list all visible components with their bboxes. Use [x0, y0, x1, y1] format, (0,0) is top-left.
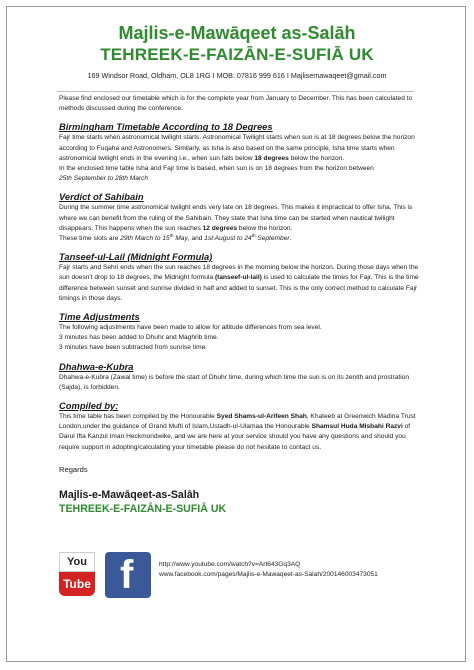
dhahwa-heading: Dhahwa-e-Kubra [59, 360, 134, 372]
footer-org-title: Majlis-e-Mawāqeet-as-Salāh [59, 488, 200, 501]
text-run: , and [187, 235, 203, 243]
date-range: May [175, 235, 188, 243]
date-range: 29th March to 15 [120, 235, 170, 243]
facebook-link[interactable]: www.facebook.com/pages/Majlis-e-Mawaqeet-as-Salah/200146003473051 [159, 571, 378, 578]
youtube-logo-top: You [59, 552, 95, 572]
birmingham-paragraph-2 [59, 164, 421, 184]
regards-text: Regards [59, 464, 88, 474]
verdict-paragraph-2 [59, 234, 421, 244]
text-run: below the horizon. [290, 154, 345, 162]
facebook-logo-letter: f [120, 553, 134, 597]
youtube-logo-bottom: Tube [59, 572, 95, 596]
org-title: Majlis-e-Mawāqeet as-Salāh [118, 23, 356, 43]
text-run: is used to calculate the times for Fajr. This is the time difference between sunset and sunrise divided in half and added to sunset. This is the only correct method to calculate Fajr timings in those days. [59, 274, 419, 302]
date-range: September [257, 235, 290, 243]
compiled-heading: Compiled by: [59, 400, 119, 412]
verdict-heading: Verdict of Sahibain [59, 191, 144, 203]
intro-paragraph: Please find enclosed our timetable which is for the complete year from January to December. This has been calculated to methods discussed during the conference. [59, 95, 413, 113]
text-bold: 18 degrees [254, 154, 289, 162]
youtube-link[interactable]: http://www.youtube.com/watch?v=Art643Gq3AQ [159, 561, 301, 568]
link-list [159, 560, 378, 580]
org-address: 169 Windsor Road, Oldham, OL8 1RG I MOB: 07816 999 616 I Majlisemawaqeet@gmail.com [87, 71, 387, 80]
date-range: 25th September to 28th March [59, 175, 149, 183]
header-divider [57, 91, 414, 92]
dhahwa-paragraph: Dhahwa-e-Kubra (Zawal time) is before the start of Dhuhr time, during which time the sun is on its zenith and prostration (Sajda), is forbidden. [59, 373, 409, 391]
mufti-name: Shamsul Huda Misbahi Razvi [311, 423, 403, 431]
text-run: . [289, 235, 292, 243]
document-body [59, 94, 421, 516]
text-run: In the enclosed time table Isha and Fajr time is based, when sun is on 18 degrees from the horizon between [59, 165, 374, 173]
text-bold: (tanseef-ul-lail) [214, 274, 262, 282]
superscript: th [169, 232, 174, 238]
date-range: 1st August to 24 [204, 235, 252, 243]
text-bold: 12 degrees [202, 224, 238, 232]
adjustment-line: 3 minutes have been subtracted from sunrise time. [59, 344, 208, 352]
adjustments-heading: Time Adjustments [59, 311, 140, 323]
tanseef-heading: Tanseef-ul-Lail (Midnight Formula) [59, 251, 213, 263]
verdict-paragraph-1 [59, 203, 421, 234]
text-run: This time table has been compiled by the Honourable [59, 413, 215, 421]
text-run: below the horizon. [238, 224, 293, 232]
compiler-name: Syed Shams-ul-Arifeen Shah [216, 413, 307, 421]
text-run: Fajr starts and Sehri ends when the sun reaches 18 degrees in the morning below the horizon. During those days when the sun doesn't drop to 18 degrees, the Midnight formula [59, 264, 419, 282]
text-run: Fajr time starts when astronomical twilight starts. Astronomical Twilight starts when sun is at 18 degrees below the horizon according to Fuqaha and Astronomers. Similarly, as Isha is also based on the same principle, Isha time starts when astronomical twilight ends in the evening i.e., when sun falls below [59, 134, 415, 162]
youtube-icon[interactable] [59, 552, 95, 596]
text-run: , Khateeb at Greenwich Madina Trust London,under the guidance of Grand Mufti of Islam,Ustadh-ul-Ulamaa the Honourable [59, 413, 416, 431]
org-subtitle: TEHREEK-E-FAIZĀN-E-SUFIĀ UK [100, 45, 374, 64]
adjustment-line: 3 minutes has been added to Dhuhr and Maghrib time. [59, 334, 219, 342]
social-links [59, 550, 421, 600]
text-run: of Darul Ifta Kanzul Iman Heckmondwike, and we are here at your service should you have any questions and should you require support in adopting/calculating your timetable please do not hesitate to contact us. [59, 423, 411, 451]
superscript: th [251, 232, 256, 238]
birmingham-heading: Birmingham Timetable According to 18 Degrees [59, 121, 273, 133]
footer-org-subtitle: TEHREEK-E-FAIZĀN-E-SUFIĀ UK [59, 502, 227, 515]
text-run: These time slots are [59, 235, 119, 243]
letterhead [40, 22, 434, 82]
text-run: During the summer time astronomical twilight ends very late on 18 degrees. This makes it impractical to offer Isha, This is where we can benefit from the ruling of the Sahibain. They state that Isha time can be started when nautical twilight disappears. This happens when the sun reaches [59, 204, 413, 232]
facebook-icon[interactable] [105, 552, 151, 598]
compiled-paragraph [59, 412, 421, 453]
birmingham-paragraph-1 [59, 133, 421, 164]
adjustment-line: The following adjustments have been made to allow for altitude differences from sea level. [59, 324, 322, 332]
tanseef-paragraph [59, 263, 421, 304]
